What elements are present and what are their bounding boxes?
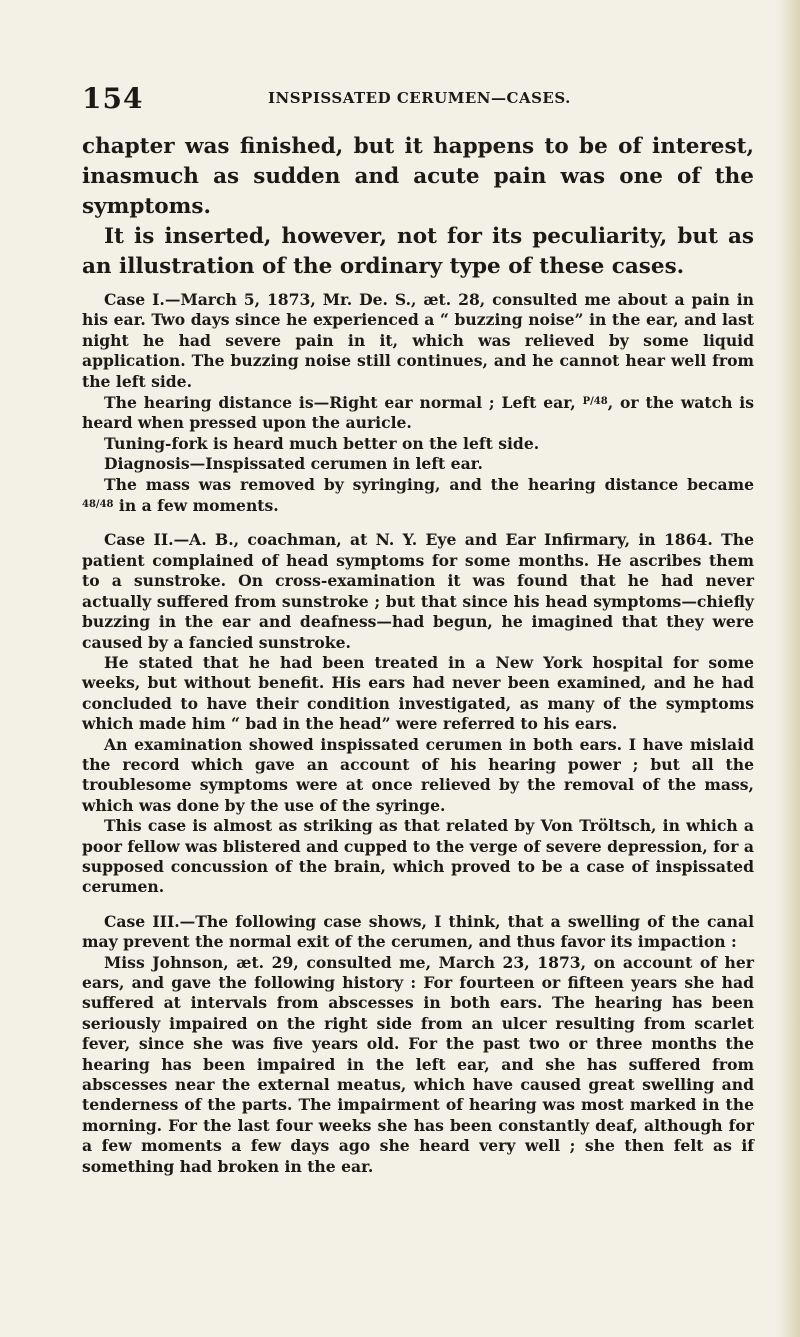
case-1-diagnosis: Diagnosis—Inspissated cerumen in left ear. (104, 454, 483, 474)
case-1-tuning-fork: Tuning-fork is heard much better on the left side. (104, 433, 540, 453)
case-1-hearing-text-end: , or the watch is heard when pressed upon the auricle. (82, 393, 755, 433)
case-1-hearing-fraction: P/48 (582, 396, 608, 408)
case-3-intro: Case III.—The following case shows, I think, that a swelling of the canal may prevent the normal exit of the cerumen, and thus favor its impaction : (82, 911, 754, 952)
case-1-outcome (82, 475, 754, 517)
running-head: INSPISSATED CERUMEN—CASES. (268, 89, 571, 107)
lead-paragraph-2: It is inserted, however, not for its peculiarity, but as an illustration of the ordinary type of these cases. (82, 224, 754, 279)
case-3-history: Miss Johnson, æt. 29, consulted me, March 23, 1873, on account of her ears, and gave the following history : For fourteen or fifteen years she had suffered at intervals from abscesses in both ears. The hearing has been seriously impaired on the right side from an ulcer resulting from scarlet fever, since she was five years old. For the past two or three months the hearing has been impaired in the left ear, and she has suffered from abscesses near the external meatus, which have caused great swelling and tenderness of the parts. The impairment of hearing was most marked in the morning. For the last four weeks she has been constantly deaf, although for a few moments a few days ago she heard very well ; she then felt as if something had broken in the ear. (82, 952, 754, 1176)
case-1-hearing-distance (82, 392, 754, 434)
case-reports (82, 290, 754, 1177)
case-1-intro: Case I.—March 5, 1873, Mr. De. S., æt. 28, consulted me about a pain in his ear. Two days since he experienced a “ buzzing noise” in the ear, and last night he had severe pain in it, which was relieved by some liquid application. The buzzing noise still continues, and he cannot hear well from the left side. (82, 290, 754, 391)
lead-paragraphs (82, 132, 754, 282)
case-1-outcome-fraction: 48/48 (82, 499, 114, 511)
page-edge-shadow (778, 0, 800, 1337)
case-1-outcome-text: The mass was removed by syringing, and the hearing distance became (104, 474, 754, 494)
case-2-examination: An examination showed inspissated cerumen in both ears. I have mislaid the record which gave an account of his hearing power ; but all the troublesome symptoms were at once relieved by the removal of the mass, which was done by the use of the syringe. (82, 734, 754, 815)
case-1-outcome-text-end: in a few moments. (118, 496, 279, 516)
case-1-hearing-text: The hearing distance is—Right ear normal ; Left ear, (104, 393, 576, 413)
lead-paragraph-1: chapter was finished, but it happens to be of interest, inasmuch as sudden and acute pain was one of the symptoms. (82, 134, 754, 219)
page-number: 154 (82, 82, 144, 115)
case-2-history: He stated that he had been treated in a New York hospital for some weeks, but without benefit. His ears had never been examined, and he had concluded to have their condition investigated, as many of the symptoms which made him “ bad in the head” were referred to his ears. (82, 652, 754, 734)
page-header (82, 82, 754, 115)
case-2-intro: Case II.—A. B., coachman, at N. Y. Eye and Ear Infirmary, in 1864. The patient complained of head symptoms for some months. He ascribes them to a sunstroke. On cross-examination it was found that he had never actually suffered from sunstroke ; but that since his head symptoms—chiefly buzzing in the ear and deafness—had begun, he imagined that they were caused by a fancied sunstroke. (82, 530, 754, 652)
case-2-comment: This case is almost as striking as that related by Von Tröltsch, in which a poor fellow was blistered and cupped to the verge of severe depression, for a supposed concussion of the brain, which proved to be a case of inspissated cerumen. (82, 816, 754, 897)
